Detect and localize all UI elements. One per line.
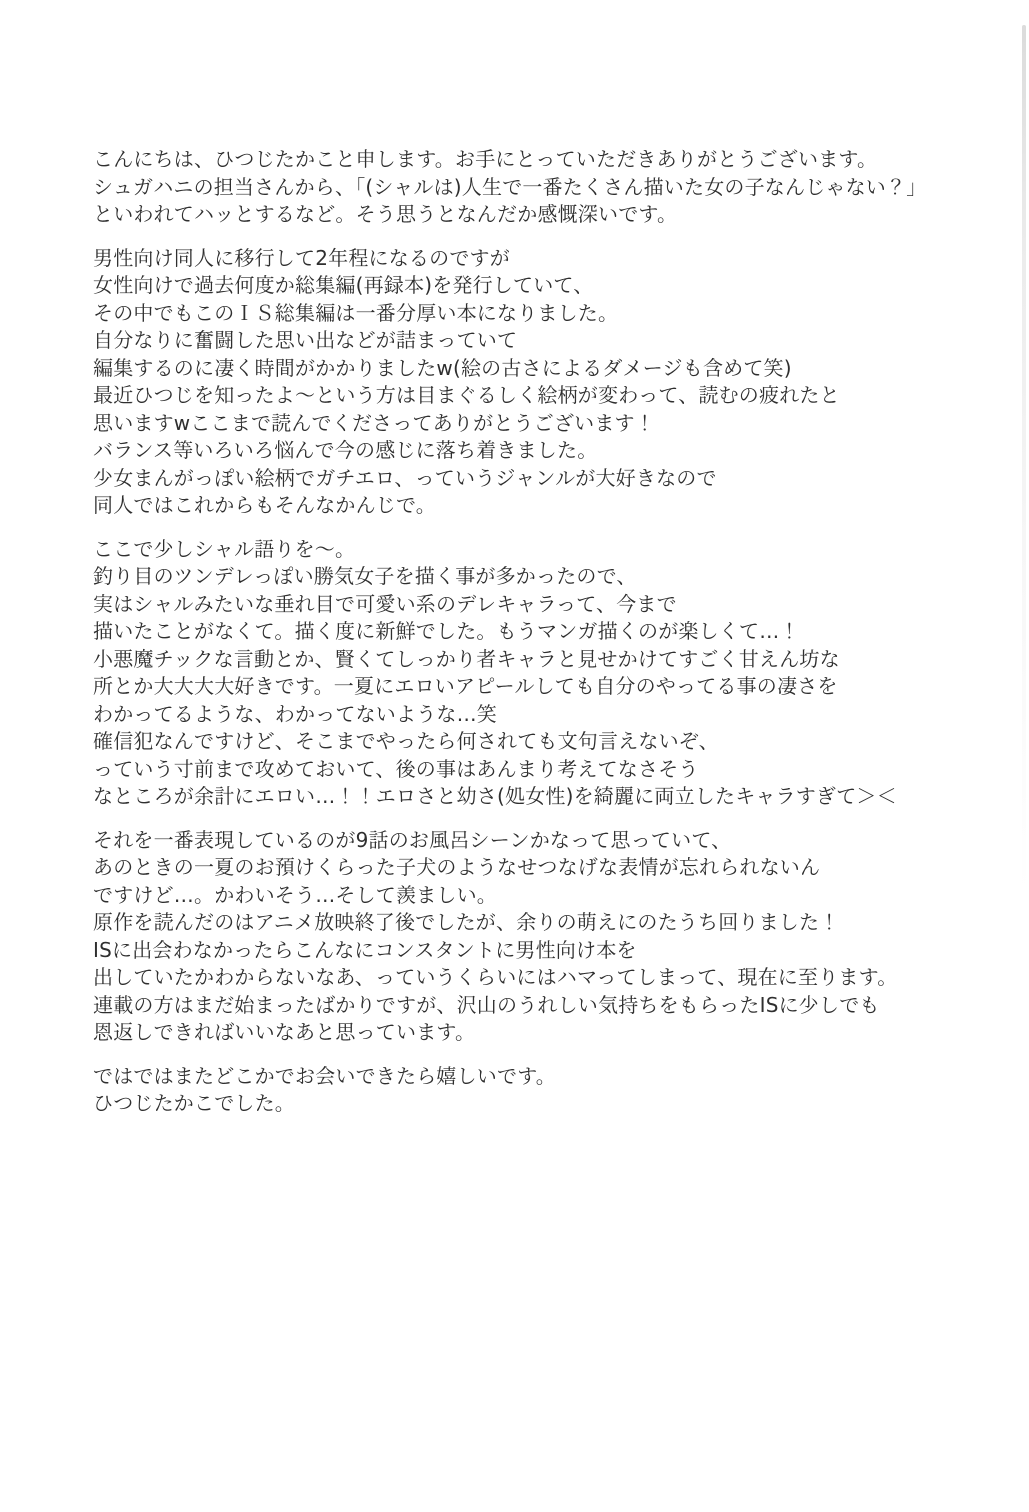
text-line: あのときの一夏のお預けくらった子犬のようなせつなげな表情が忘れられないん [93, 855, 821, 879]
text-line: バランス等いろいろ悩んで今の感じに落ち着きました。 [93, 438, 598, 462]
text-line: ここで少しシャル語りを～。 [93, 536, 356, 561]
scan-edge-artifact [1022, 25, 1026, 895]
text-line: 出していたかわからないなあ、っていうくらいにはハマってしまって、現在に至ります。 [93, 965, 898, 989]
text-line: 原作を読んだのはアニメ放映終了後でしたが、余りの萌えにのたうち回りました！ [93, 910, 840, 934]
text-line: 編集するのに凄く時間がかかりましたw(絵の古さによるダメージも含めて笑) [93, 355, 792, 380]
text-line: 実はシャルみたいな垂れ目で可愛い系のデレキャラって、今まで [93, 591, 677, 616]
text-line: といわれてハッとするなど。そう思うとなんだか感慨深いです。 [93, 202, 678, 226]
text-line: シュガハニの担当さんから、「(シャルは)人生で一番たくさん描いた女の子なんじゃない？」 [93, 174, 927, 199]
text-line: 最近ひつじを知ったよ～という方は目まぐるしく絵柄が変わって、読むの疲れたと [93, 383, 840, 407]
text-line: わかってるような、わかってないような…笑 [93, 701, 497, 726]
text-line: ですけど…。かわいそう…そして羨ましい。 [93, 882, 497, 907]
text-line: 男性向け同人に移行して2年程になるのですが [93, 245, 510, 270]
afterword-text [93, 130, 953, 1118]
text-line: 同人ではこれからもそんなかんじで。 [93, 493, 436, 517]
text-line: なところが余計にエロい…！！エロさと幼さ(処女性)を綺麗に両立したキャラすぎて＞＜ [93, 784, 897, 808]
text-line: 女性向けで過去何度か総集編(再録本)を発行していて、 [93, 273, 594, 297]
text-line: その中でもこのＩＳ総集編は一番分厚い本になりました。 [93, 300, 619, 325]
text-line: ではではまたどこかでお会いできたら嬉しいです。 [93, 1063, 556, 1088]
text-line: 連載の方はまだ始まったばかりですが、沢山のうれしい気持ちをもらったISに少しでも [93, 992, 880, 1017]
text-line: 少女まんがっぽい絵柄でガチエロ、っていうジャンルが大好きなので [93, 465, 717, 490]
text-line: ISに出会わなかったらこんなにコンスタントに男性向け本を [93, 937, 637, 962]
text-line: それを一番表現しているのが9話のお風呂シーンかなって思っていて、 [93, 827, 732, 852]
text-line: 確信犯なんですけど、そこまでやったら何されても文句言えないぞ、 [93, 729, 719, 753]
text-line: 所とか大大大大好きです。一夏にエロいアピールしても自分のやってる事の凄さを [93, 674, 838, 698]
text-line: 小悪魔チックな言動とか、賢くてしっかり者キャラと見せかけてすごく甘えん坊な [93, 646, 840, 671]
text-line: 自分なりに奮闘した思い出などが詰まっていて [93, 328, 518, 352]
text-line: 釣り目のツンデレっぽい勝気女子を描く事が多かったので、 [93, 564, 637, 588]
text-line: 描いたことがなくて。描く度に新鮮でした。もうマンガ描くのが楽しくて…！ [93, 619, 800, 643]
text-line: 恩返しできればいいなあと思っています。 [93, 1020, 476, 1044]
text-line: ひつじたかこでした。 [93, 1091, 295, 1115]
text-line: 思いますwここまで読んでくださってありがとうございます！ [93, 410, 655, 435]
text-line: っていう寸前まで攻めておいて、後の事はあんまり考えてなさそう [93, 756, 699, 781]
text-line: こんにちは、ひつじたかこと申します。お手にとっていただきありがとうございます。 [93, 147, 878, 171]
